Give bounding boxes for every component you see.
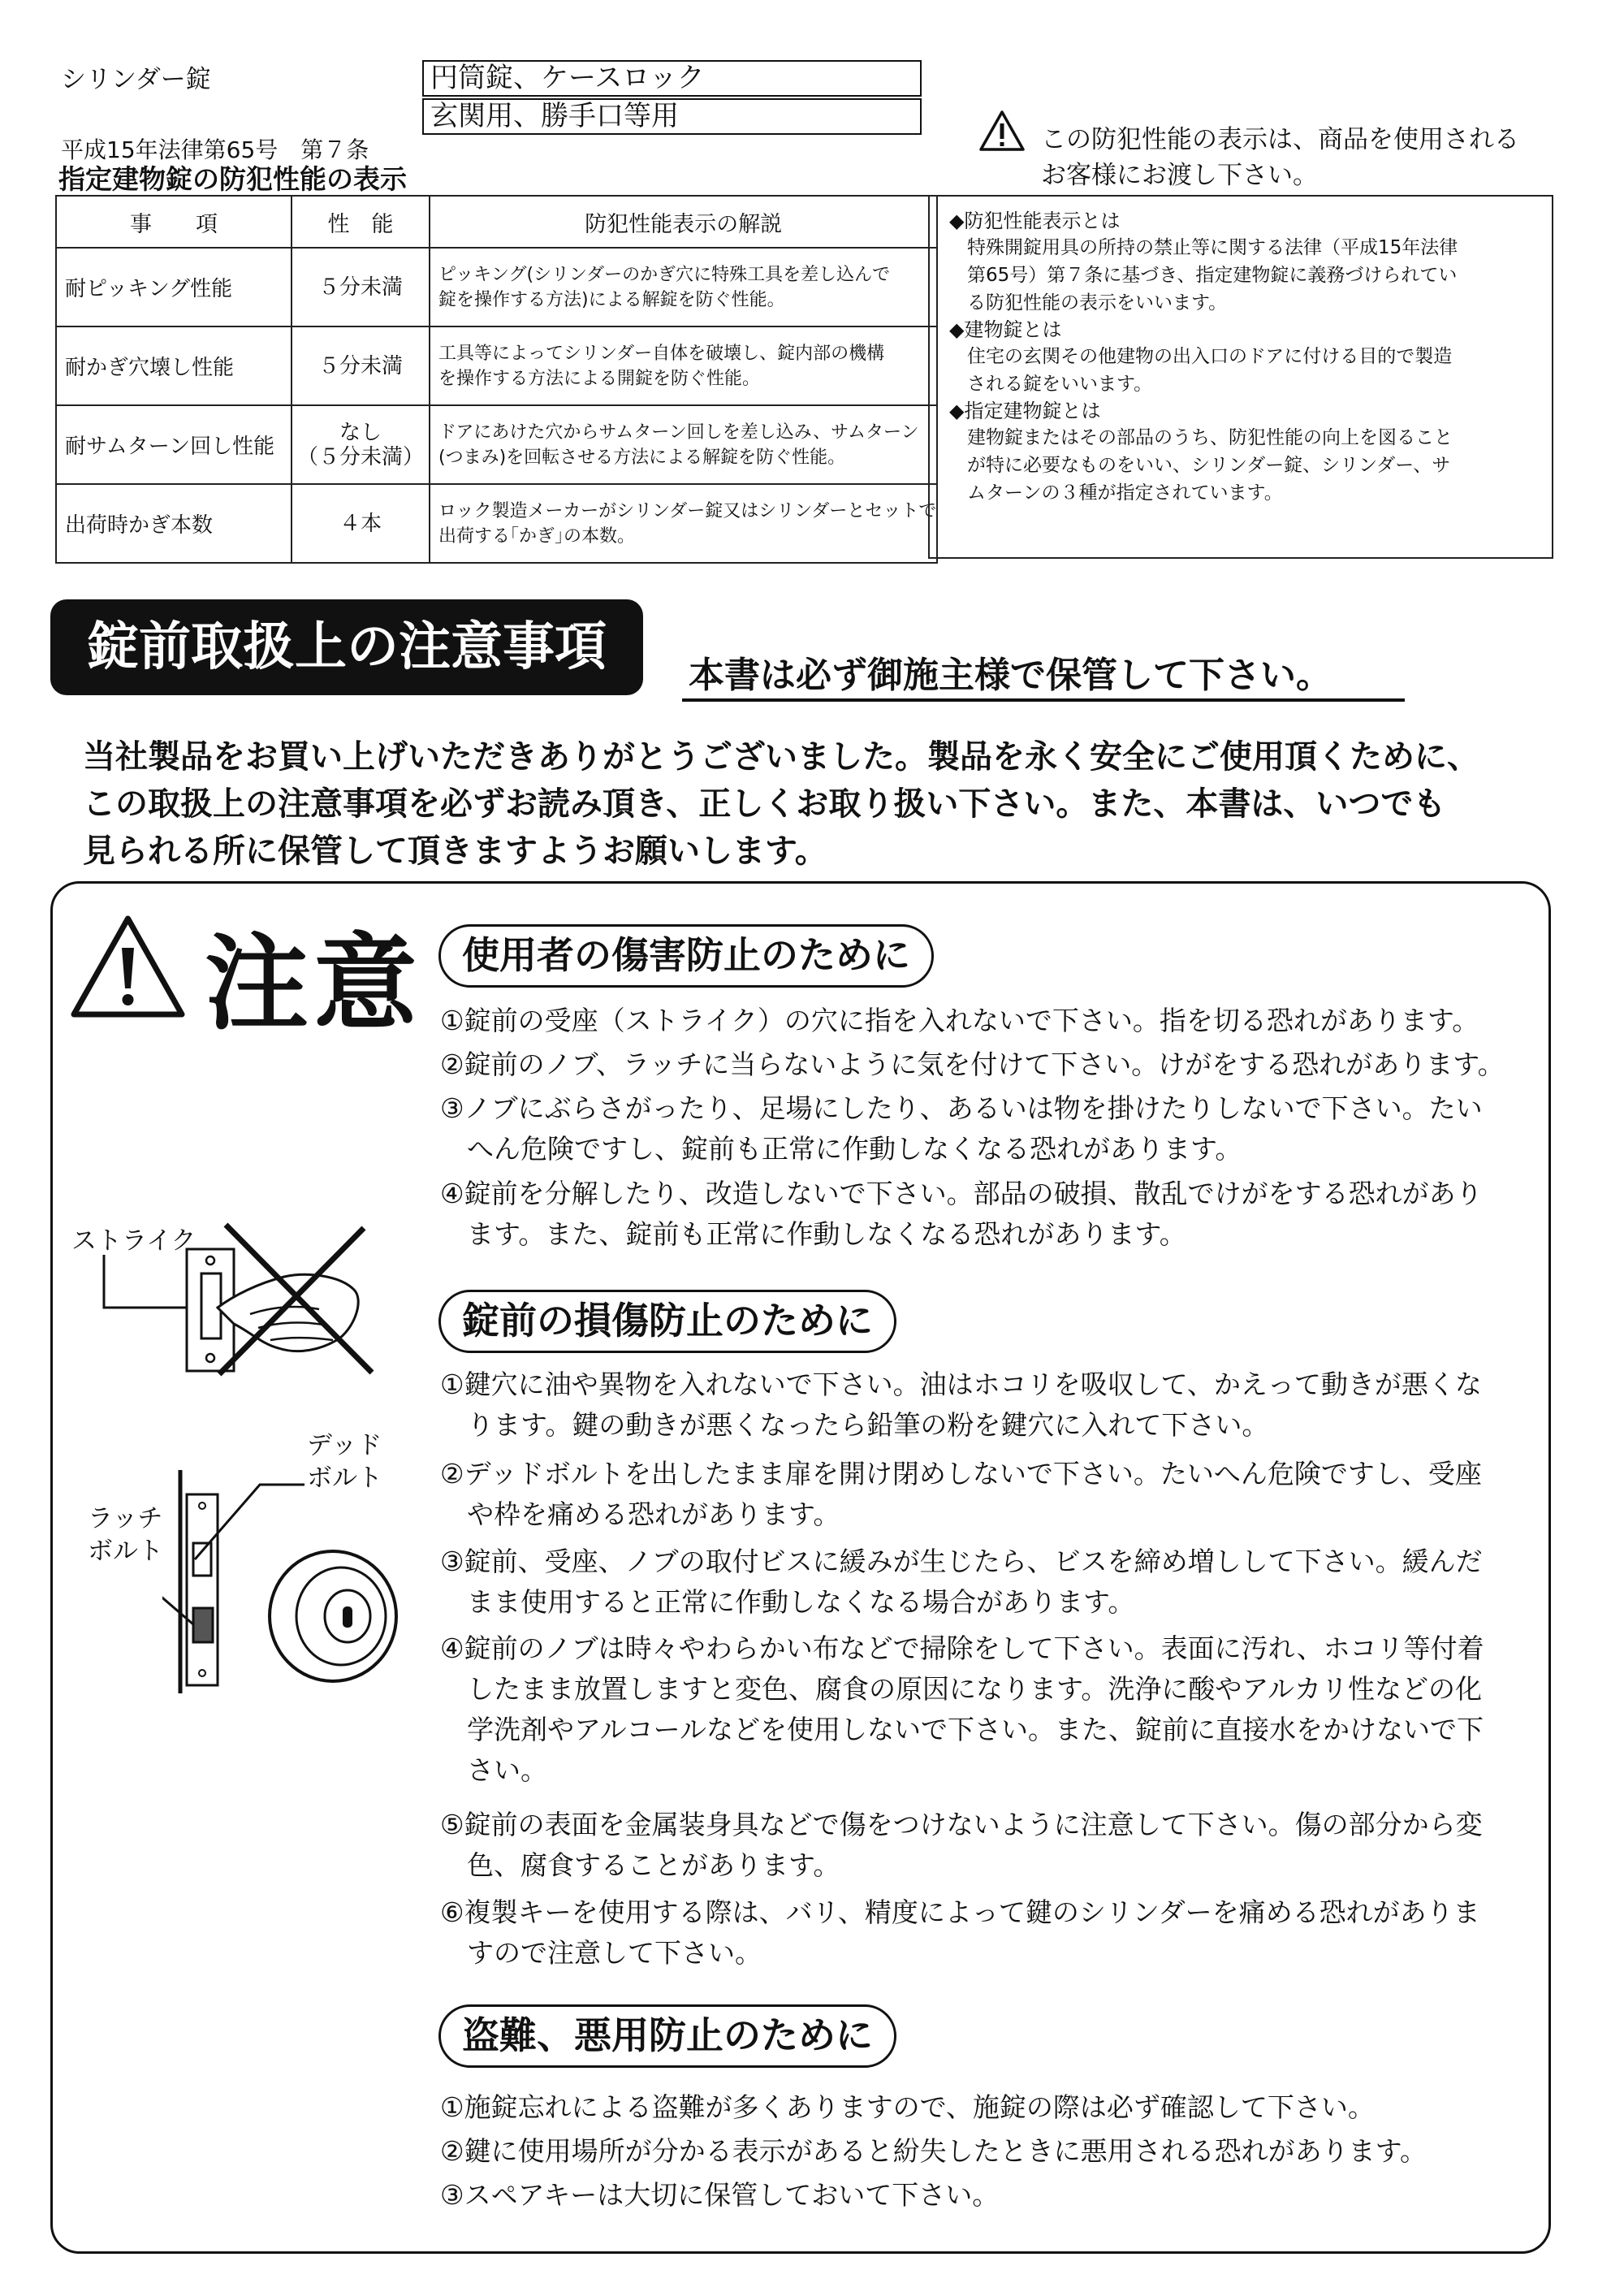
row-description: ロック製造メーカーがシリンダー錠又はシリンダーとセットで 出荷する｢かぎ｣の本数。 (430, 484, 937, 563)
banner-title: 錠前取扱上の注意事項 (87, 617, 607, 677)
caution-item: ⑥複製キーを使用する際は、バリ、精度によって鍵のシリンダーを痛める恐れがありま すので注意して下さい。 (440, 1896, 1480, 1969)
caution-item: ③錠前、受座、ノブの取付ビスに緩みが生じたら、ビスを締め増しして下さい。緩んだ まま使用すると正常に作動しなくなる場合があります。 (440, 1546, 1483, 1618)
usage-type-box: 玄関用、勝手口等用 (422, 98, 922, 135)
caution-item: ①施錠忘れによる盗難が多くありますので、施錠の際は必ず確認して下さい。 (440, 2091, 1375, 2123)
column-header-description: 防犯性能表示の解説 (430, 196, 937, 248)
keep-document-note: 本書は必ず御施主様で保管して下さい。 (689, 655, 1332, 696)
caution-item: ①鍵穴に油や異物を入れないで下さい。油はホコリを吸収して、かえって動きが悪くな ります。鍵の動きが悪くなったら鉛筆の粉を鍵穴に入れて下さい。 (440, 1369, 1482, 1441)
lock-type-box: 円筒錠、ケースロック (422, 60, 922, 97)
table-row (56, 405, 937, 484)
handover-notice: この防犯性能の表示は、商品を使用される お客様にお渡し下さい。 (1041, 125, 1519, 190)
row-performance-note: （５分未満） (296, 444, 424, 469)
caution-item: ⑤錠前の表面を金属装身具などで傷をつけないように注意して下さい。傷の部分から変 色、腐食することがあります。 (440, 1809, 1483, 1881)
row-item: 耐かぎ穴壊し性能 (56, 326, 292, 405)
caution-item: ①錠前の受座（ストライク）の穴に指を入れないで下さい。指を切る恐れがあります。 (440, 1005, 1479, 1036)
lock-bolts-illustration (162, 1454, 406, 1697)
row-performance-cell (292, 405, 430, 484)
row-description: 工具等によってシリンダー自体を破壊し、錠内部の機構 を操作する方法による開錠を防ぐ性能。 (430, 326, 937, 405)
caution-item: ④錠前のノブは時々やわらかい布などで掃除をして下さい。表面に汚れ、ホコリ等付着 したまま放置しますと変色、腐食の原因になります。洗浄に酸やアルカリ性などの化 学洗剤やアルコールなどを使用しないで下さい。また、錠前に直接水をかけないで下 さい。 (440, 1632, 1484, 1786)
latchbolt-label: ラッチ ボルト (88, 1504, 163, 1566)
security-spec-table (55, 195, 938, 564)
section-heading-theft: 盗難、悪用防止のために (438, 2004, 896, 2068)
row-description: ピッキング(シリンダーのかぎ穴に特殊工具を差し込んで 錠を操作する方法)による解錠を防ぐ性能。 (430, 248, 937, 326)
table-row (56, 248, 937, 326)
deadbolt-label: デッド ボルト (307, 1431, 382, 1493)
column-header-performance: 性 能 (292, 196, 430, 248)
row-description: ドアにあけた穴からサムターン回しを差し込み、サムターン (つまみ)を回転させる方法による解錠を防ぐ性能。 (430, 405, 937, 484)
definition-body: 特殊開錠用具の所持の禁止等に関する法律（平成15年法律 第65号）第７条に基づき、指定建物錠に義務づけられてい る防犯性能の表示をいいます。 (967, 237, 1458, 313)
warning-triangle-icon (978, 110, 1026, 152)
caution-item: ④錠前を分解したり、改造しないで下さい。部品の破損、散乱でけがをする恐れがあり ます。また、錠前も正常に作動しなくなる恐れがあります。 (440, 1178, 1483, 1250)
keep-note-underline (682, 698, 1405, 702)
caution-item: ③ノブにぶらさがったり、足場にしたり、あるいは物を掛けたりしないで下さい。たい へん危険ですし、錠前も正常に作動しなくなる恐れがあります。 (440, 1092, 1483, 1165)
caution-title: 注意 (205, 923, 423, 1044)
column-header-item: 事 項 (56, 196, 292, 248)
warning-triangle-icon (69, 914, 187, 1019)
section-heading-damage: 錠前の損傷防止のために (438, 1290, 896, 1353)
definition-term: ◆建物錠とは (949, 318, 1062, 341)
cylinder-lock-label: シリンダー錠 (61, 65, 211, 94)
intro-line: この取扱上の注意事項を必ずお読み頂き、正しくお取り扱い下さい。また、本書は、いつでも (83, 785, 1446, 823)
row-performance: ５分未満 (292, 326, 430, 405)
spec-table-title: 指定建物錠の防犯性能の表示 (58, 163, 407, 195)
caution-item: ②鍵に使用場所が分かる表示があると紛失したときに悪用される恐れがあります。 (440, 2135, 1427, 2167)
row-performance: ４本 (292, 484, 430, 563)
definitions-box (928, 195, 1553, 559)
definition-term: ◆指定建物錠とは (949, 400, 1101, 422)
row-performance: ５分未満 (292, 248, 430, 326)
definition-term: ◆防犯性能表示とは (949, 210, 1121, 232)
caution-item: ②錠前のノブ、ラッチに当らないように気を付けて下さい。けがをする恐れがあります。 (440, 1049, 1505, 1080)
strike-finger-illustration (96, 1218, 388, 1381)
law-reference: 平成15年法律第65号 第７条 (61, 136, 369, 163)
caution-item: ②デッドボルトを出したまま扉を開け閉めしないで下さい。たいへん危険ですし、受座 や枠を痛める恐れがあります。 (440, 1458, 1482, 1530)
row-performance: なし (339, 420, 382, 445)
strike-label: ストライク (71, 1226, 197, 1256)
section-heading-injury: 使用者の傷害防止のために (438, 924, 934, 988)
table-row (56, 484, 937, 563)
row-item: 耐ピッキング性能 (56, 248, 292, 326)
row-item: 出荷時かぎ本数 (56, 484, 292, 563)
caution-item: ③スペアキーは大切に保管しておいて下さい。 (440, 2179, 1000, 2211)
intro-line: 当社製品をお買い上げいただきありがとうございました。製品を永く安全にご使用頂くために、 (83, 738, 1479, 776)
intro-line: 見られる所に保管して頂きますようお願いします。 (83, 832, 827, 870)
definition-body: 建物錠またはその部品のうち、防犯性能の向上を図ること が特に必要なものをいい、シリンダー錠、シリンダー、サ ムターンの３種が指定されています。 (967, 427, 1453, 504)
table-row (56, 326, 937, 405)
row-item: 耐サムターン回し性能 (56, 405, 292, 484)
definition-body: 住宅の玄関その他建物の出入口のドアに付ける目的で製造 される錠をいいます。 (967, 346, 1453, 395)
